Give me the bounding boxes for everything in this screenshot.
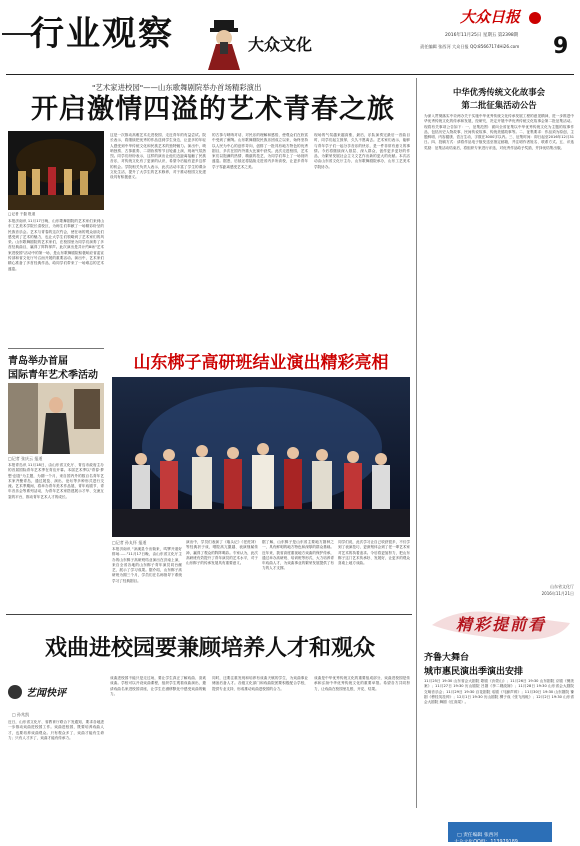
editor-box bbox=[448, 822, 552, 845]
mid-feature-photo bbox=[112, 377, 410, 537]
lead-col1: 本报济南讯 11月17日晚，山东歌舞剧院的艺术家们来到山东工艺美术学院长清校区，为师生们奉献了一场精彩纷呈的民族音乐会。艺术与青春的这次约会，使在场的观众朋友们感受到了艺术的魅力，也让大学生们领略到了艺术家们的风采。山东歌舞剧院的艺术家们，在校园里为同学们演奏了多首经典曲目，赢得了阵阵掌声。此次演出是共计约8场"艺术家进校园"活动中的第一场，是山东歌舞剧院积极响应省委宣传部和省文化厅号召而开展的重要活动。演出中，艺术家们精心准备了多首经典作品，给同学们带来了一场难忘的艺术盛宴。 bbox=[8, 219, 104, 271]
bottom-col4: 戏曲是中华优秀传统文化的重要组成部分，戏曲进校园是传承和弘扬中华优秀传统文化的重要举措。希望各方共同努力，让戏曲在校园里扎根、开花、结果。 bbox=[314, 676, 410, 691]
notice-footer-date: 2016年11月21日 bbox=[541, 591, 574, 596]
notice-title-1: 中华优秀传统文化故事会 bbox=[452, 87, 546, 97]
notice-footer-org: 山东省文化厅 bbox=[550, 584, 574, 589]
bottom-byline: □ 孙兆凯 bbox=[12, 712, 30, 717]
right-column-divider bbox=[416, 78, 417, 808]
mid-feature-headline: 山东梆子高研班结业演出精彩亮相 bbox=[133, 353, 389, 373]
lead-col3: 的古筝与唢呐对话、对民乐的理解和感悟，使观众们在欣赏中受到了熏陶。山东歌舞剧院民族乐团成立以来，始终坚持以人民为中心的创作导向，创排了一批具有地方特色的优秀剧目，多次在国内外重大比赛中获奖。此次走进校园，艺术家们以饱满的热情、精湛的技艺，为同学们奉上了一场视听盛宴。据悉，后续还将陆续走进省内多所高校，让更多青年学子零距离感受艺术之美。 bbox=[212, 133, 308, 169]
left-story-photo bbox=[8, 383, 104, 454]
notice-title-2: 第二批征集活动公告 bbox=[461, 100, 537, 110]
notice-body: 为深入贯彻落实中央两办关于实施中华优秀传统文化传承发展工程的意见精神，进一步推进中华优秀传统文化的传承和发展，经研究，决定开展中华优秀传统文化故事会第二批征集活动。现将有关事项公告如下：一、征集范围：面向全省征集以中华优秀传统文化为主题的故事作品，包括历史人物故事、民间传说故事、传统美德故事等。二、征集要求：作品须为原创，主题鲜明、内容健康、语言生动，字数在3000字以内。三、征集时间：即日起至2016年12月31日。四、投稿方式：请将作品电子版发送至指定邮箱，并注明作者姓名、联系方式。五、评选奖励：征集活动结束后，将组织专家进行评选，对优秀作品给予奖励，并择优结集出版。 bbox=[424, 114, 574, 150]
lead-byline: □记者 于磊 报道 bbox=[8, 212, 36, 216]
lead-col2: 这是一次推动高雅艺术走进校园、走近青年的有益尝试。院长表示，将继续把优秀的作品送到学生身边，让更多的年轻人感受到中华传统文化和民族艺术的独特魅力。演出中，唢呐独奏、古筝重奏、二胡协奏等节目轮番上演，现场气氛热烈。同学们纷纷表示，这样的演出让他们近距离接触了民族音乐，对传统文化有了更深的认识，希望今后能有更多这样的机会。学院相关负责人表示，此次活动丰富了学生的课余文化生活，提升了大学生的艺术修养，对于推动校园文化建设具有积极意义。 bbox=[110, 133, 206, 180]
lead-photo bbox=[8, 131, 104, 210]
preview-body: 11月25日 19:30 山东省会大剧院 歌剧《沂蒙山》；11月26日 19:30 山东剧院 京剧《铡美案》；11月27日 19:30 历山剧院 吕剧《李二嫂改嫁》；11月28日 19:30 山东省会大剧院 交响音乐会；11月29日 19:30 百花剧院 话剧《马蹄声碎》；11月30日 19:30 山东剧院 豫剧《穆桂英挂帅》；12月1日 19:30 历山剧院 柳子戏《张飞闯帐》；12月2日 19:30 山东省会大剧院 舞剧《红高粱》。 bbox=[424, 679, 574, 705]
bottom-col3: 同时，还要注重发现和培养有戏曲天赋的学生，为戏曲事业储备后备人才。各级文化部门和戏曲院团要积极配合学校，提供专业支持，形成推动戏曲进校园的合力。 bbox=[212, 676, 308, 691]
bottom-col1: 近日，山东省文化厅、省教育厅联合下发通知，要求各地进一步推动戏曲进校园工作。戏曲进校园，既要培养戏曲人才，也要培养戏曲观众。只有观众多了，戏曲才能有生命力；只有人才多了，戏曲才能有传承力。 bbox=[8, 720, 104, 740]
paper-emblem-icon bbox=[529, 12, 541, 24]
mid-feature-col2: 演出中，学员们表演了《墙头记》《老虎刘》等经典折子戏，唱腔高亢激越、表演细腻传神，赢得了观众的阵阵喝彩。专家认为，此次高研班有效提升了青年演员的艺术水平，对于山东梆子的传承发展具有重要意义。 bbox=[186, 540, 258, 566]
bottom-top-rule bbox=[6, 614, 412, 615]
column-tag bbox=[8, 682, 78, 704]
bottom-headline: 戏曲进校园要兼顾培养人才和观众 bbox=[44, 636, 375, 661]
mid-feature-byline: □记者 孙丸怀 报道 bbox=[112, 540, 147, 545]
mid-feature-col4: 同学们说，此次学习让自己收获很多，不仅学到了表演技巧，更深刻体会到了老一辈艺术家对艺术的执着追求。今后将更加努力，把山东梆子这门艺术传承好、发展好，让更多的观众喜欢上地方戏曲。 bbox=[338, 540, 410, 566]
left-story-caption: □记者 张庆云 报道 bbox=[8, 456, 43, 461]
editor-line: 责任编辑 张西河 大众日报 QQ:85667174Hi26.com bbox=[420, 44, 520, 49]
masthead bbox=[0, 0, 580, 76]
left-story-body: 本报青岛讯 11月18日，由山东省文化厅、青岛市政府主办的首届国际青年艺术季在青岛开幕。本届艺术季以"青春·梦想·创造"为主题，为期一个月，来自国内外的数百名青年艺术家齐聚青岛，通过展览、演出、论坛等多种形式进行交流。艺术季期间，将举办青年美术作品展、青年戏剧节、青年音乐会等系列活动，为青年艺术家搭建展示才华、交流互鉴的平台，推动青年艺术人才的成长。 bbox=[8, 463, 104, 499]
preview-headline-2: 城市惠民演出季演出安排 bbox=[424, 667, 524, 677]
section-title: 行业观察 bbox=[30, 14, 174, 54]
date-line: 2016年11月25日 星期五 第2398期 bbox=[445, 33, 519, 38]
paper-logo bbox=[460, 6, 570, 26]
section-subtitle: 大众文化 bbox=[248, 35, 313, 54]
mid-feature-col1: 本报济南讯 "凉溪县令出衙来，鸣锣开道好排场……"11月17日晚，由山东省文化厅主办的山东梆子高研班结业演出在济南上演，来自全省各地的山东梆子青年演员同台献艺，展示了学习成果。据介绍，山东梆子高研班为期三个月，学员们在名师指导下系统学习了经典剧目。 bbox=[112, 547, 182, 583]
quill-icon bbox=[8, 685, 22, 699]
paper-name: 大众日报 bbox=[460, 8, 521, 26]
lead-col4: 现场的气氛越来越高涨，最后，乐队演奏完最后一首曲目时，同学们起立鼓掌，久久不愿离去。艺术家们表示，能够与青年学子们一起分享音乐的快乐，是一件非常有意义的事情。今后将继续深入基层、深入群众，创作更多更好的作品，为繁荣发展社会主义文艺作出新的更大的贡献。本次活动由山东省文化厅主办，山东歌舞剧院承办，山东工艺美术学院协办。 bbox=[314, 133, 410, 169]
figure-illustration bbox=[200, 20, 248, 70]
preview-header: 精彩提前看 bbox=[455, 615, 546, 634]
lead-kicker: "艺术家进校园"——山东歌舞剧院举办首场精彩演出 bbox=[92, 83, 262, 92]
left-story-headline-1: 青岛举办首届 bbox=[8, 356, 68, 367]
column-tag-label: 艺闻快评 bbox=[26, 688, 66, 699]
bottom-col2: 戏曲进校园不能只是走过场，要让学生真正了解戏曲、喜欢戏曲。学校可以开设戏曲课程，组织学生观看戏曲演出，邀请戏曲名家进校园讲座，让学生在潜移默化中感受戏曲的魅力。 bbox=[110, 676, 206, 696]
masthead-bottom-rule bbox=[6, 74, 574, 75]
lead-headline: 开启激情四溢的艺术青春之旅 bbox=[31, 94, 395, 125]
page-number: 9 bbox=[553, 34, 569, 59]
editor-box-text: □ 责任编辑 张西河 大众文化QQ群：113979189 bbox=[454, 833, 518, 845]
preview-headline-1: 齐鲁大舞台 bbox=[424, 653, 470, 663]
left-story-top-rule bbox=[8, 348, 104, 349]
left-story-headline-2: 国际青年艺术季活动 bbox=[8, 370, 98, 381]
mid-feature-col3: 据了解，山东梆子是山东省主要地方剧种之一，具有鲜明的地方特色和深厚的群众基础。近年来，我省高度重视地方戏曲的保护传承，通过举办高研班、培训班等形式，大力培养青年戏曲人才，为戏曲事业的繁荣发展提供了有力的人才支撑。 bbox=[262, 540, 334, 571]
